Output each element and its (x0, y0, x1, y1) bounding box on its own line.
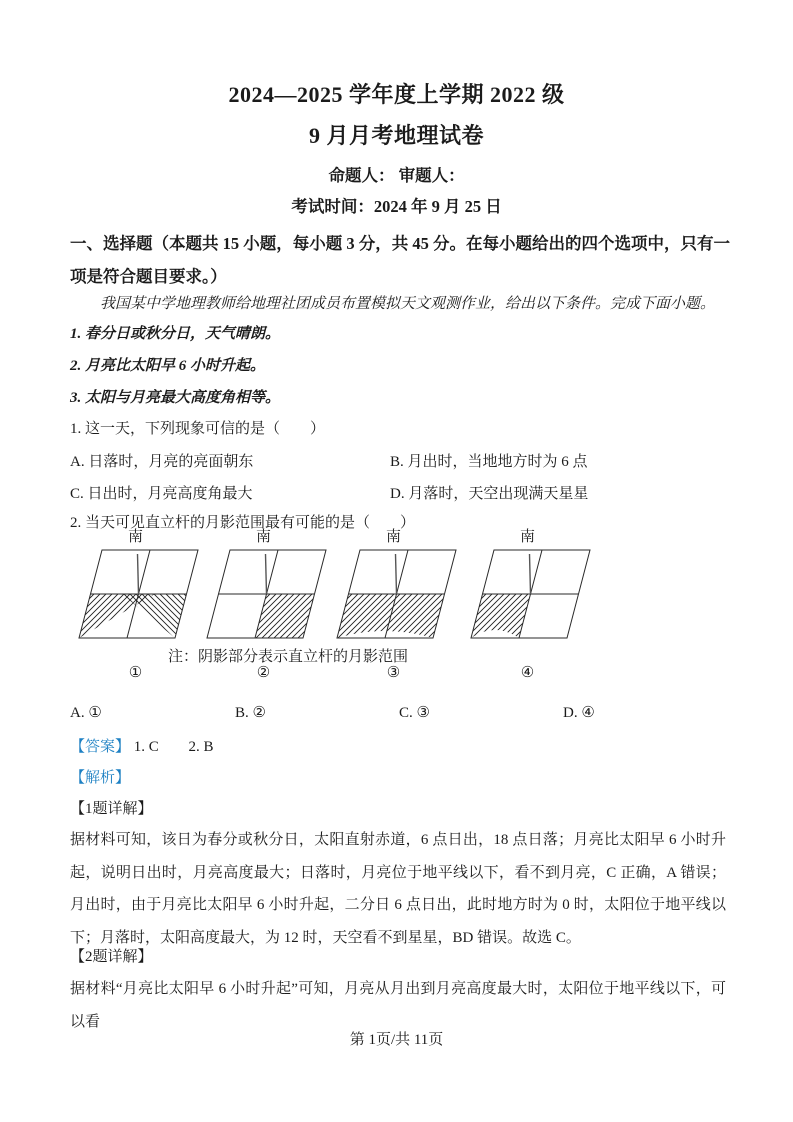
section-heading: 一、选择题（本题共 15 小题，每小题 3 分，共 45 分。在每小题给出的四个选项中，只有一项是符合题目要求。） (70, 234, 730, 286)
shadow-plane-2-graphic (198, 546, 329, 642)
shadow-plane-3-graphic (328, 546, 459, 642)
detail2-paragraph: 据材料“月亮比太阳早 6 小时升起”可知，月亮从月出到月亮高度最大时，太阳位于地平线以下，可以看 (70, 981, 726, 1030)
moon-shadow-diagram-3 (328, 529, 459, 642)
question2-stem: 2. 当天可见直立杆的月影范围最有可能的是（ ） (70, 515, 416, 531)
south-label: 南 (127, 529, 143, 545)
south-label: 南 (385, 529, 401, 545)
diagram-number-4: ④ (520, 665, 535, 681)
south-label: 南 (519, 529, 535, 545)
question1-stem: 1. 这一天，下列现象可信的是（ ） (70, 421, 326, 437)
page-footer: 第 1页/共 11页 (349, 1032, 444, 1048)
detail1-title: 【1题详解】 (70, 801, 153, 817)
shadow-plane-1-graphic (70, 546, 201, 642)
detail1-paragraph: 据材料可知，该日为春分或秋分日，太阳直射赤道，6 点日出，18 点日落；月亮比太阳早 6 小时升起，说明日出时，月亮高度最大；日落时，月亮位于地平线以下，看不到月亮，C 正确，A 错误；月出时，由于月亮比太阳早 6 小时升起，二分日 6 点日出，此时地方时为 0 时，太阳位于地平线以下；月落时，太阳高度最大，为 12 时，天空看不到星星，BD 错误。故选 C。 (70, 832, 726, 946)
question2-option-b: B. ② (235, 705, 266, 721)
detail2-title: 【2题详解】 (70, 949, 153, 965)
moon-shadow-diagram-1 (70, 529, 201, 642)
material-intro: 我国某中学地理教师给地理社团成员布置模拟天文观测作业，给出以下条件。完成下面小题。 (100, 296, 716, 312)
answer-q1-value: 1. C (133, 739, 159, 755)
answer-q2-value: 2. B (188, 739, 214, 755)
paper-title-line1: 2024—2025 学年度上学期 2022 级 (228, 82, 565, 107)
figure-note: 注：阴影部分表示直立杆的月影范围 (168, 649, 409, 665)
analysis-label: 【解析】 (70, 770, 131, 786)
question2-option-d: D. ④ (563, 705, 595, 721)
answer-label: 【答案】 (70, 739, 131, 755)
shadow-plane-4-graphic (462, 546, 593, 642)
moon-shadow-diagram-4 (462, 529, 593, 642)
question2-options-row (0, 703, 793, 725)
question2-option-c: C. ③ (399, 705, 430, 721)
south-label: 南 (255, 529, 271, 545)
condition-item-3: 3. 太阳与月亮最大高度角相等。 (70, 390, 281, 406)
question2-option-a: A. ① (70, 705, 102, 721)
diagram-number-3: ③ (386, 665, 401, 681)
moon-shadow-figure (70, 529, 670, 687)
question1-option-c: C. 日出时，月亮高度角最大 (70, 486, 253, 502)
question1-option-a: A. 日落时，月亮的亮面朝东 (70, 454, 254, 470)
answer-line (70, 735, 214, 756)
diagram-number-1: ① (128, 665, 143, 681)
diagram-number-2: ② (256, 665, 271, 681)
paper-title-line2: 9 月月考地理试卷 (308, 123, 484, 148)
moon-shadow-diagram-2 (198, 529, 329, 642)
question1-option-b: B. 月出时，当地地方时为 6 点 (390, 454, 588, 470)
condition-item-2: 2. 月亮比太阳早 6 小时升起。 (70, 358, 266, 374)
exam-time-line: 考试时间：2024 年 9 月 25 日 (291, 197, 502, 216)
question1-option-d: D. 月落时，天空出现满天星星 (390, 486, 589, 502)
paper-setters-line: 命题人： 审题人： (328, 166, 465, 185)
condition-item-1: 1. 春分日或秋分日，天气晴朗。 (70, 326, 281, 342)
